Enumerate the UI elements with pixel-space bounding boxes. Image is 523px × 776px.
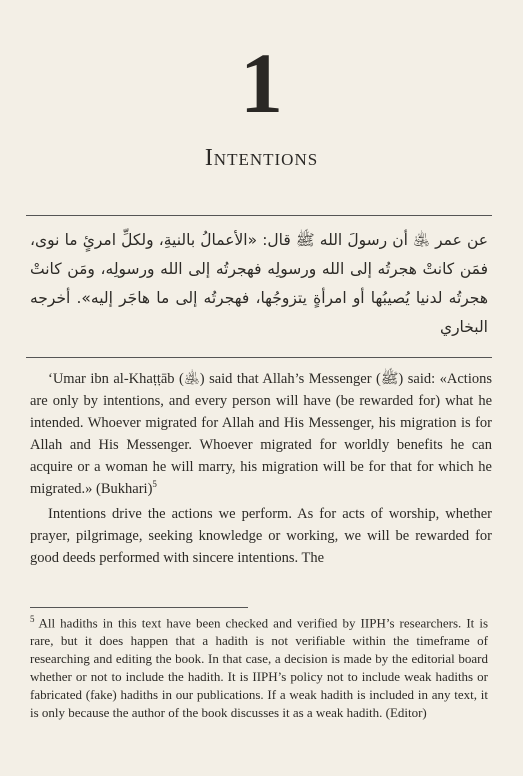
bottom-divider — [26, 357, 492, 358]
footnote-divider — [30, 607, 248, 608]
hadith-translation-text: ‘Umar ibn al-Khaṭṭāb (﵁) said that Allah’s Messenger (ﷺ) said: «Actions are only by intentions, and every person will have (be rewarded for) what he intended. Whoever migrated for Allah and His Messenger, his migration is for Allah and His Messenger. Whoever migrated for worldly benefits he can acquire or a woman he will marry, his migration will be for that for which he migrated.» (Bukhari) — [30, 371, 492, 497]
footnote-text: All hadiths in this text have been checked and verified by IIPH’s researchers. It is rare, but it does happen that a hadith is not verifiable within the timeframe of researching and editing the book. In that case, a decision is made by the editorial board whether or not to include the hadith. It is IIPH’s policy not to include weak hadiths or fabricated (fake) hadiths in our publications. If a weak hadith is included in any text, it is only because the author of the book discusses it as a weak hadith. (Editor) — [30, 615, 488, 721]
arabic-hadith-text: عن عمر ﵁ أن رسولَ الله ﷺ قال: «الأعمالُ بالنيةِ، ولكلِّ امرئٍ ما نوى، فمَن كانتْ هجرتُه إلى الله ورسولِه فهجرتُه إلى الله ورسولِه، ومَن كانتْ هجرتُه لدنيا يُصيبُها أو امرأةٍ يتزوجُها، فهجرتُه إلى ما هاجَر إليه». أخرجه البخاري — [30, 231, 488, 336]
top-divider — [26, 215, 492, 216]
hadith-translation-paragraph — [30, 368, 492, 500]
chapter-title: Intentions — [204, 145, 319, 171]
english-body — [30, 368, 492, 569]
footnote — [30, 610, 488, 722]
footnote-number: 5 — [30, 614, 35, 624]
intentions-paragraph: Intentions drive the actions we perform. As for acts of worship, whether prayer, pilgrimage, seeking knowledge or working, we will be rewarded for good deeds performed with sincere intentions. The — [30, 506, 492, 566]
footnote-reference[interactable]: 5 — [152, 479, 157, 490]
chapter-number: 1 — [240, 35, 283, 131]
